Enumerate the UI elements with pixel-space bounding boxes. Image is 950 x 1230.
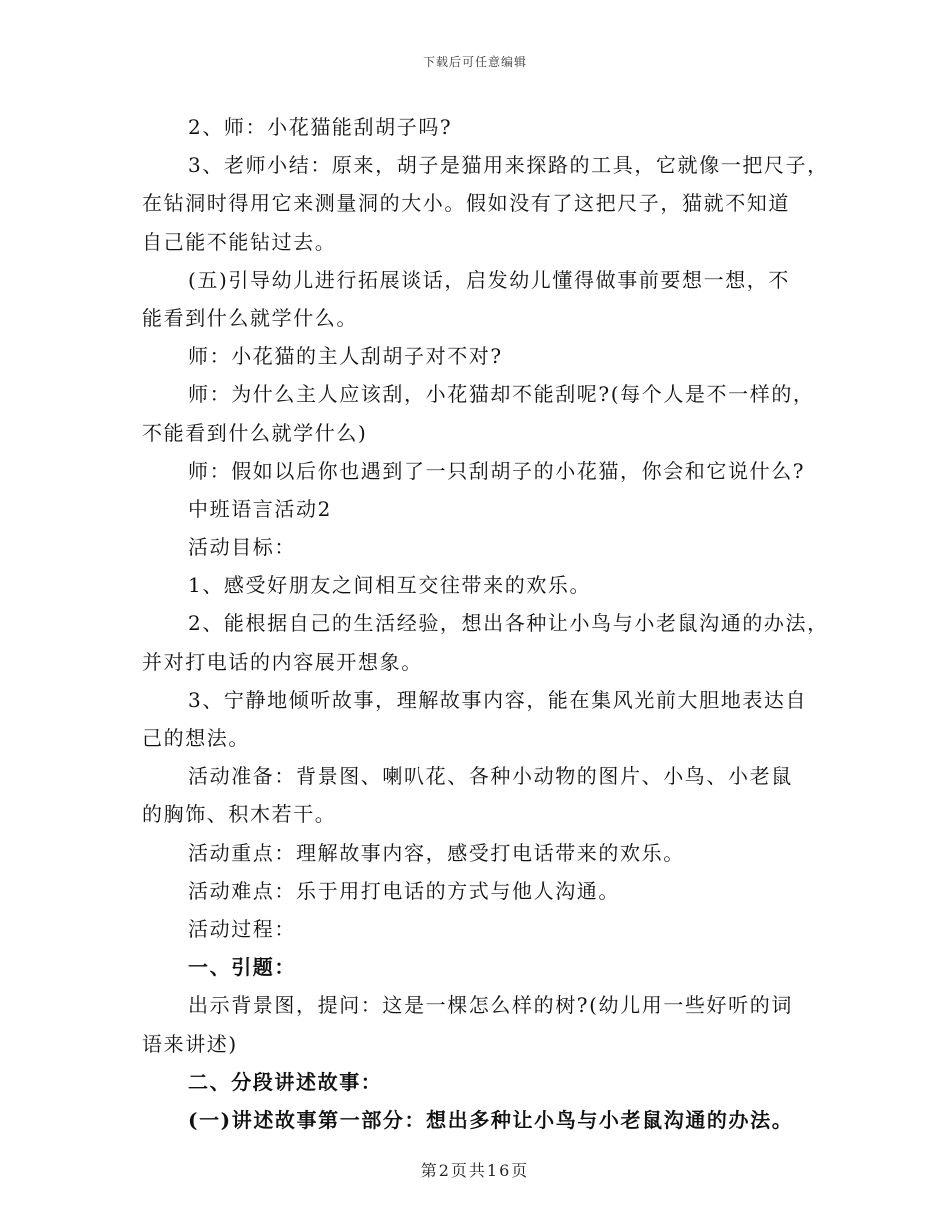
paragraph-line: 并对打电话的内容展开想象。	[142, 649, 423, 674]
paragraph-line: 活动目标：	[188, 535, 296, 560]
paragraph-line: 不能看到什么就学什么)	[142, 420, 368, 445]
paragraph-line: 师：为什么主人应该刮，小花猫却不能刮呢?(每个人是不一样的，	[188, 382, 815, 407]
paragraph-line: 自己能不能钻过去。	[142, 229, 337, 254]
paragraph-line: 3、宁静地倾听故事，理解故事内容，能在集风光前大胆地表达自	[188, 687, 808, 712]
paragraph-line: 1、感受好朋友之间相互交往带来的欢乐。	[188, 573, 592, 598]
section-heading: 一、引题：	[188, 955, 296, 980]
paragraph-line: 活动过程：	[188, 916, 296, 941]
paragraph-line: 语来讲述)	[142, 1031, 238, 1056]
paragraph-line: 己的想法。	[142, 726, 250, 750]
paragraph-line: 活动重点：理解故事内容，感受打电话带来的欢乐。	[188, 840, 685, 865]
paragraph-line: 能看到什么就学什么。	[142, 305, 358, 330]
paragraph-line: 在钻洞时得用它来测量洞的大小。假如没有了这把尺子，猫就不知道	[142, 191, 790, 216]
section-title: 中班语言活动2	[188, 496, 332, 521]
paragraph-line: 2、能根据自己的生活经验，想出各种让小鸟与小老鼠沟通的办法，	[188, 611, 829, 636]
page-header: 下载后可任意编辑	[422, 55, 527, 69]
paragraph-line: 活动准备：背景图、喇叭花、各种小动物的图片、小鸟、小老鼠	[188, 764, 793, 789]
paragraph-line: 师：小花猫的主人刮胡子对不对?	[188, 344, 503, 369]
paragraph-line: 出示背景图，提问：这是一棵怎么样的树?(幼儿用一些好听的词	[188, 993, 793, 1018]
paragraph-line: (五)引导幼儿进行拓展谈话，启发幼儿懂得做事前要想一想，不	[188, 267, 791, 292]
paragraph-line: 的胸饰、积木若干。	[142, 802, 337, 827]
document-body	[142, 108, 829, 1139]
section-heading: (一)讲述故事第一部分：想出多种让小鸟与小老鼠沟通的办法。	[188, 1107, 794, 1132]
paragraph-line: 3、老师小结：原来，胡子是猫用来探路的工具，它就像一把尺子，	[188, 153, 829, 178]
page-footer: 第2页共16页	[420, 1161, 530, 1180]
section-heading: 二、分段讲述故事：	[188, 1069, 383, 1094]
paragraph-line: 师：假如以后你也遇到了一只刮胡子的小花猫，你会和它说什么?	[188, 458, 806, 483]
paragraph-line: 2、师：小花猫能刮胡子吗?	[188, 115, 453, 139]
paragraph-line: 活动难点：乐于用打电话的方式与他人沟通。	[188, 878, 620, 903]
